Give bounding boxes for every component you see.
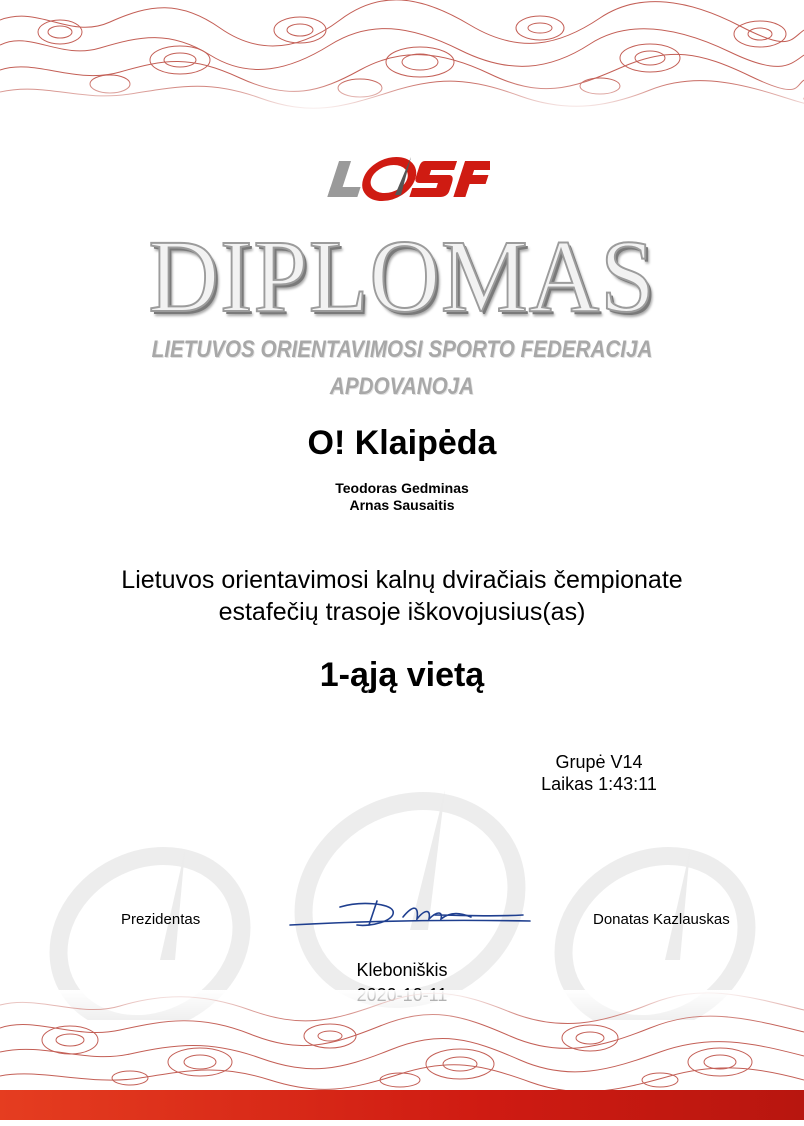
- losf-logo: [325, 155, 490, 203]
- signatory-name: Donatas Kazlauskas: [593, 911, 730, 928]
- achievement-description: estafečių trasoje iškovojusius(as): [218, 598, 586, 626]
- contour-pattern-bottom: [0, 990, 804, 1090]
- diploma-title: DIPLOMAS: [148, 219, 656, 334]
- team-name: O! Klaipėda: [307, 424, 497, 462]
- signature-image: [285, 895, 535, 931]
- team-member: Arnas Sausaitis: [349, 497, 455, 513]
- time-label: Laikas 1:43:11: [541, 774, 657, 794]
- group-label: Grupė V14: [555, 752, 643, 772]
- achievement-description: Lietuvos orientavimosi kalnų dviračiais čempionate: [121, 566, 683, 594]
- place-result: 1-ąją vietą: [319, 656, 485, 694]
- federation-name: LIETUVOS ORIENTAVIMOSI SPORTO FEDERACIJA: [151, 336, 653, 363]
- footer-red-bar: [0, 1090, 804, 1120]
- awards-text: APDOVANOJA: [329, 373, 475, 400]
- venue-name: Kleboniškis: [356, 960, 448, 980]
- team-member: Teodoras Gedminas: [335, 480, 469, 496]
- contour-pattern-top: [0, 0, 804, 112]
- signatory-role: Prezidentas: [121, 911, 201, 928]
